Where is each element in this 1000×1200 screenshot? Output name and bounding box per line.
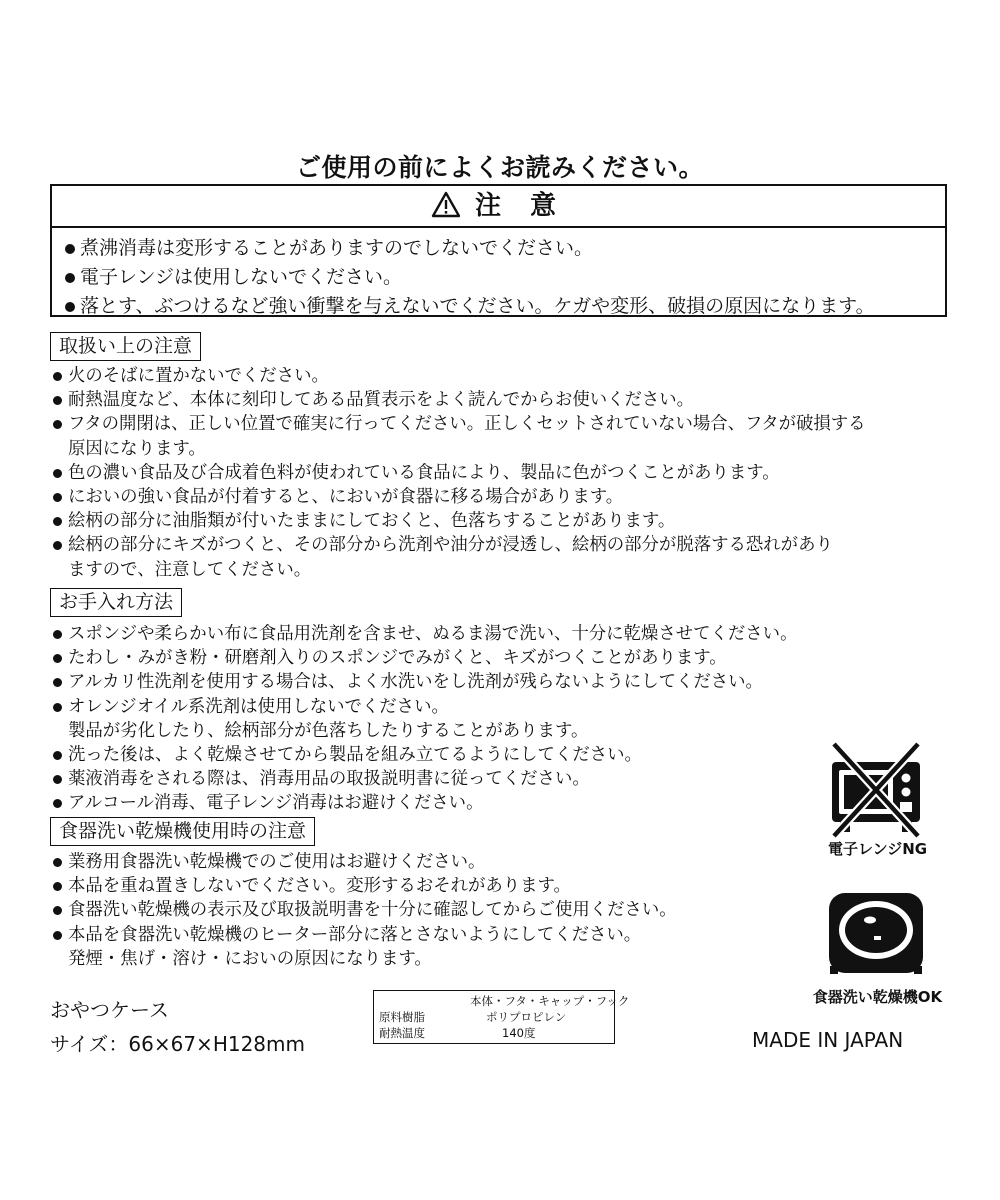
care-section-title: お手入れ方法: [50, 588, 182, 617]
care-item: [50, 670, 797, 694]
spec-table: [373, 990, 630, 1044]
product-name: おやつケース: [50, 998, 169, 1022]
handling-item-text: 色の濃い食品及び合成着色料が使われている食品により、製品に色がつくことがあります。: [68, 462, 780, 483]
handling-item-continuation: ますので、注意してください。: [68, 559, 312, 580]
care-item-text: アルカリ性洗剤を使用する場合は、よく水洗いをし洗剤が残らないようにしてください。: [68, 672, 763, 693]
microwave-ng-label: 電子レンジNG: [827, 840, 928, 858]
care-item-text: アルコール消毒、電子レンジ消毒はお避けください。: [68, 793, 484, 814]
care-item: [50, 791, 797, 815]
dishwasher-item-text: 業務用食器洗い乾燥機でのご使用はお避けください。: [68, 852, 486, 872]
handling-item: [50, 388, 866, 412]
care-item: [50, 767, 797, 791]
caution-box: [50, 184, 947, 317]
handling-item-text: においの強い食品が付着すると、においが食器に移る場合があります。: [68, 487, 624, 508]
handling-item: [50, 412, 866, 460]
care-item: [50, 646, 797, 670]
dishwasher-item: [50, 898, 677, 922]
caution-item: 煮沸消毒は変形することがありますのでしないでください。: [62, 234, 945, 263]
dishwasher-item-text: 食器洗い乾燥機の表示及び取扱説明書を十分に確認してからご使用ください。: [68, 900, 677, 921]
handling-item-text: 絵柄の部分にキズがつくと、その部分から洗剤や油分が浸透し、絵柄の部分が脱落する恐れがあり: [68, 535, 833, 556]
spec-label: 耐熱温度: [379, 1026, 425, 1040]
care-item: [50, 743, 797, 767]
caution-list: [52, 228, 945, 321]
caution-title: 注 意: [474, 191, 567, 221]
care-item: [50, 622, 797, 646]
handling-section-title: 取扱い上の注意: [50, 332, 201, 361]
dishwasher-item: [50, 923, 677, 971]
care-item-continuation: 製品が劣化したり、絵柄部分が色落ちしたりすることがあります。: [68, 720, 589, 741]
dishwasher-item-text: 本品を食器洗い乾燥機のヒーター部分に落とさないようにしてください。: [68, 924, 642, 945]
handling-item-text: 絵柄の部分に油脂類が付いたままにしておくと、色落ちすることがあります。: [68, 511, 676, 532]
spec-label: 原料樹脂: [379, 1010, 425, 1024]
page-heading: ご使用の前によくお読みください。: [295, 153, 704, 182]
dishwasher-ok-icon: [826, 890, 926, 980]
origin-label: MADE IN JAPAN: [752, 1028, 904, 1052]
spec-header: 本体・フタ・キャップ・フック: [470, 994, 630, 1008]
care-item-text: スポンジや柔らかい布に食品用洗剤を含ませ、ぬるま湯で洗い、十分に乾燥させてください。: [68, 624, 798, 644]
dishwasher-item: [50, 850, 677, 874]
caution-item: 落とす、ぶつけるなど強い衝撃を与えないでください。ケガや変形、破損の原因になります。: [62, 292, 945, 321]
handling-item: [50, 509, 866, 533]
handling-item: [50, 461, 866, 485]
handling-item: [50, 364, 866, 388]
handling-item: [50, 533, 866, 581]
dishwasher-section-title: 食器洗い乾燥機使用時の注意: [50, 817, 315, 846]
care-item-text: 洗った後は、よく乾燥させてから製品を組み立てるようにしてください。: [68, 745, 642, 766]
dishwasher-item-continuation: 発煙・焦げ・溶け・においの原因になります。: [68, 948, 432, 969]
dishwasher-list: [50, 850, 677, 971]
caution-title-row: [52, 186, 945, 228]
handling-item-text: 耐熱温度など、本体に刻印してある品質表示をよく読んでからお使いください。: [68, 390, 695, 411]
care-item-text: たわし・みがき粉・研磨剤入りのスポンジでみがくと、キズがつくことがあります。: [68, 648, 727, 669]
dishwasher-ok-label: 食器洗い乾燥機OK: [812, 988, 943, 1006]
product-size: サイズ：66×67×H128mm: [50, 1032, 305, 1056]
handling-item: [50, 485, 866, 509]
care-item-text: 薬液消毒をされる際は、消毒用品の取扱説明書に従ってください。: [68, 769, 590, 790]
dishwasher-item-text: 本品を重ね置きしないでください。変形するおそれがあります。: [68, 876, 571, 897]
dishwasher-item: [50, 874, 677, 898]
care-item-text: オレンジオイル系洗剤は使用しないでください。: [68, 696, 449, 717]
handling-item-continuation: 原因になります。: [68, 438, 206, 459]
care-list: [50, 622, 797, 816]
microwave-prohibited-icon: [826, 740, 926, 840]
warning-triangle-icon: [431, 191, 461, 218]
handling-item-text: フタの開閉は、正しい位置で確実に行ってください。正しくセットされていない場合、フタが破損する: [68, 414, 866, 435]
handling-item-text: 火のそばに置かないでください。: [68, 366, 329, 386]
handling-list: [50, 364, 866, 582]
spec-value: ポリプロピレン: [486, 1010, 567, 1024]
spec-value: 140度: [502, 1026, 536, 1040]
caution-item: 電子レンジは使用しないでください。: [62, 263, 945, 292]
care-item: [50, 695, 797, 743]
